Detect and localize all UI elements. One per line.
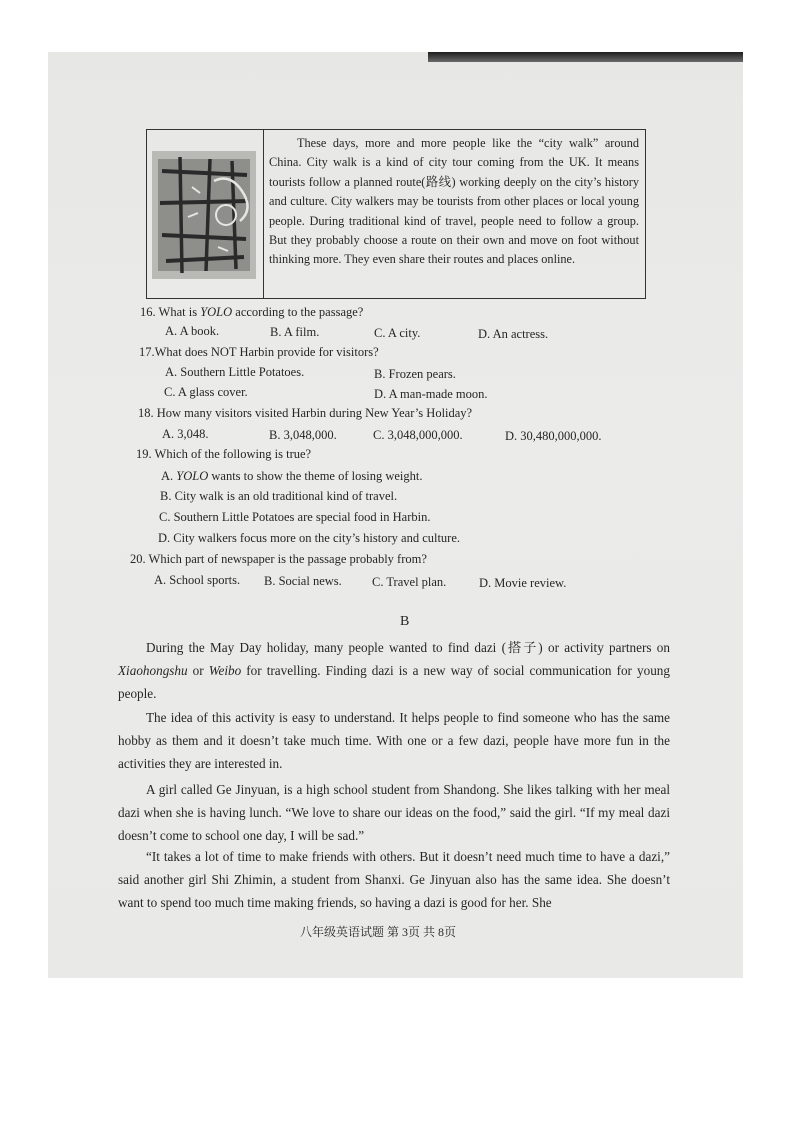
section-b-paragraph-3: A girl called Ge Jinyuan, is a high school student from Shandong. She likes talking with her meal dazi when she is having lunch. “We love to share our ideas on the food,” said the girl. “If my meal dazi doesn’t come to school one day, I will be sad.” [118,782,670,843]
question-18: 18. How many visitors visited Harbin during New Year’s Holiday? [138,406,473,420]
section-b-paragraph-1 [118,636,670,705]
option-20a[interactable]: A. School sports. [154,573,241,587]
option-19b[interactable]: B. City walk is an old traditional kind of travel. [160,489,398,503]
option-16d[interactable]: D. An actress. [478,327,549,341]
section-b-heading: B [400,614,410,629]
option-20d[interactable]: D. Movie review. [479,576,567,590]
p1-text-a: During the May Day holiday, many people wanted to find dazi (搭子) or activity partners on [146,640,670,655]
option-17c[interactable]: C. A glass cover. [164,385,248,399]
option-18c[interactable]: C. 3,048,000,000. [373,428,463,442]
option-19c[interactable]: C. Southern Little Potatoes are special food in Harbin. [159,510,431,524]
passage-a-text: These days, more and more people like the “city walk” around China. City walk is a kind of city tour coming from the UK. It means tourists follow a planned route(路线) working deeply on the city’s history and culture. City walkers may be tourists from other places or local young people. During traditional kind of travel, people need to follow a group. But they probably choose a route on their own and move on foot without thinking more. They even share their routes and places online. [269,136,639,267]
option-19a[interactable]: A. YOLO wants to show the theme of losing weight. [161,469,423,483]
city-walk-map-image [152,151,256,279]
passage-a-textbox [146,129,646,299]
question-17: 17.What does NOT Harbin provide for visitors? [139,345,379,359]
option-16c[interactable]: C. A city. [374,326,421,340]
question-19: 19. Which of the following is true? [136,447,312,461]
question-20: 20. Which part of newspaper is the passage probably from? [130,552,427,566]
option-16a[interactable]: A. A book. [165,324,220,338]
section-b-paragraph-4: “It takes a lot of time to make friends with others. But it doesn’t need much time to have a dazi,” said another girl Shi Zhimin, a student from Shanxi. Ge Jinyuan also has the same idea. She doesn’t want to spend too much time making friends, so having a dazi is good for her. She [118,849,670,910]
option-17a[interactable]: A. Southern Little Potatoes. [165,365,305,379]
option-20c[interactable]: C. Travel plan. [372,575,447,589]
p1-weibo: Weibo [208,663,242,678]
p1-or: or [187,663,209,678]
p1-xiaohongshu: Xiaohongshu [118,663,188,678]
p1-text-b: for travelling. Finding dazi is a new way of social communication for young people. [118,663,670,701]
option-20b[interactable]: B. Social news. [264,574,342,588]
option-18d[interactable]: D. 30,480,000,000. [505,429,602,443]
option-19d[interactable]: D. City walkers focus more on the city’s history and culture. [158,531,461,545]
page-footer: 八年级英语试题 第 3页 共 8页 [300,925,457,939]
option-18b[interactable]: B. 3,048,000. [269,428,337,442]
option-16b[interactable]: B. A film. [270,325,320,339]
map-image-cell [147,130,264,298]
document-photo [48,52,743,978]
question-16: 16. What is YOLO according to the passage? [140,305,364,319]
option-17b[interactable]: B. Frozen pears. [374,367,456,381]
option-17d[interactable]: D. A man-made moon. [374,387,488,401]
section-b-paragraph-2: The idea of this activity is easy to understand. It helps people to find someone who has the same hobby as them and it doesn’t take much time. With one or a few dazi, people have more fun in the activities they are interested in. [118,710,670,771]
option-18a[interactable]: A. 3,048. [162,427,209,441]
exam-page [48,52,743,978]
